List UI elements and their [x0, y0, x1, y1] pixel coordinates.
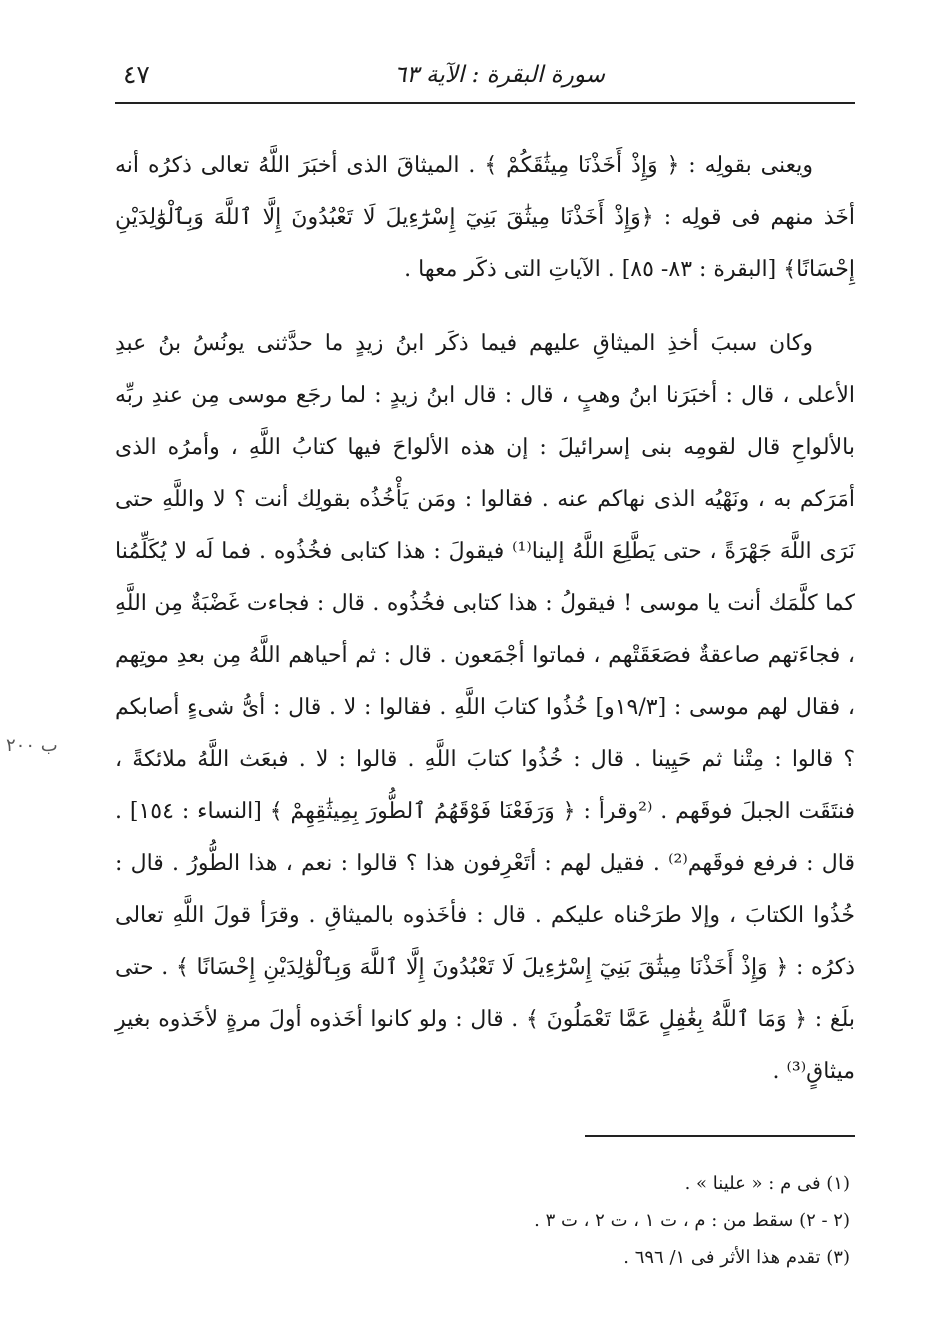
- footnote: (٢ - ٢) سقط من : م ، ت ١ ، ت ٢ ، ت ٣ .: [534, 1210, 850, 1231]
- footnote-divider: [585, 1135, 855, 1137]
- page-header: [115, 58, 855, 104]
- main-text: [115, 140, 855, 1098]
- page-number: ٤٧: [123, 60, 150, 89]
- running-title: سورة البقرة : الآية ٦٣: [394, 62, 605, 88]
- footnote: (٣) تقدم هذا الأثر فى ١/ ٦٩٦ .: [623, 1247, 850, 1268]
- footnote: (١) فى م : « علينا » .: [684, 1173, 850, 1194]
- paragraph: ويعنى بقولِه : ﴿ وَإِذْ أَخَذْنَا مِيثَٰقَكُمْ ﴾ . الميثاقَ الذى أخبَرَ اللَّهُ تعالى ذكرُه أنه أخَذ منهم فى قولِه : ﴿وَإِذْ أَخَذْنَا مِيثَٰقَ بَنِيٓ إِسْرَٰٓءِيلَ لَا تَعْبُدُونَ إِلَّا ٱللَّهَ وَبِٱلْوَٰلِدَيْنِ إِحْسَانًا﴾ [البقرة : ٨٣- ٨٥] . الآياتِ التى ذكَر معها .: [115, 153, 855, 282]
- paragraph: وكان سببَ أخذِ الميثاقِ عليهم فيما ذكَر ابنُ زيدٍ ما حدَّثنى يونُسُ بنُ عبدِ الأعلى ، قال : أخبَرَنا ابنُ وهبٍ ، قال : قال ابنُ زيدٍ : لما رجَع موسى مِن عندِ ربِّه بالألواحِ قال لقومِه بنى إسرائيلَ : إن هذه الألواحَ فيها كتابُ اللَّهِ ، وأمرُه الذى أمَرَكم به ، ونَهْيُه الذى نهاكم عنه . فقالوا : ومَن يَأْخُذُه بقولِك أنت ؟ لا واللَّهِ حتى نَرَى اللَّهَ جَهْرَةً ، حتى يَطَّلِعَ اللَّهُ إلينا⁽¹⁾ فيقولَ : هذا كتابى فخُذُوه . فما لَه لا يُكَلِّمُنا كما كلَّمَك أنت يا موسى ! فيقولُ : هذا كتابى فخُذُوه . قال : فجاءت غَضْبَةٌ مِن اللَّهِ ، فجاءَتهم صاعقةٌ فصَعَقَتْهم ، فماتوا أجْمَعون . قال : ثم أحياهم اللَّهُ مِن بعدِ موتِهم ، فقال لهم موسى : [١٩/٣و] خُذُوا كتابَ اللَّهِ . فقالوا : لا . قال : أىُّ شىءٍ أصابكم ؟ قالوا : مِتْنا ثم حَيِينا . قال : خُذُوا كتابَ اللَّهِ . قالوا : لا . فبعَث اللَّهُ ملائكةً ، فنتَقَت الجبلَ فوقَهم . ⁽²وقرأ : ﴿ وَرَفَعْنَا فَوْقَهُمُ ٱلطُّورَ بِمِيثَٰقِهِمْ ﴾ [النساء : ١٥٤] . قال : فرفع فوقَهم⁽²⁾ . فقيل لهم : أتَعْرِفون هذا ؟ قالوا : نعم ، هذا الطُّورُ . قال : خُذُوا الكتابَ ، وإلا طرَحْناه عليكم . قال : فأخَذوه بالميثاقِ . وقرَأ قولَ اللَّهِ تعالى ذكرُه : ﴿ وَإِذْ أَخَذْنَا مِيثَٰقَ بَنِيٓ إِسْرَٰٓءِيلَ لَا تَعْبُدُونَ إِلَّا ٱللَّهَ وَبِٱلْوَٰلِدَيْنِ إِحْسَانًا ﴾ . حتى بلَغ : ﴿ وَمَا ٱللَّهُ بِغَٰفِلٍ عَمَّا تَعْمَلُونَ ﴾ . قال : ولو كانوا أخَذوه أولَ مرةٍ لأخَذوه بغيرِ ميثاقٍ⁽³⁾ .: [115, 331, 856, 1084]
- footnotes: [115, 1165, 850, 1276]
- manuscript-margin-note: ب ٢٠٠: [6, 735, 58, 756]
